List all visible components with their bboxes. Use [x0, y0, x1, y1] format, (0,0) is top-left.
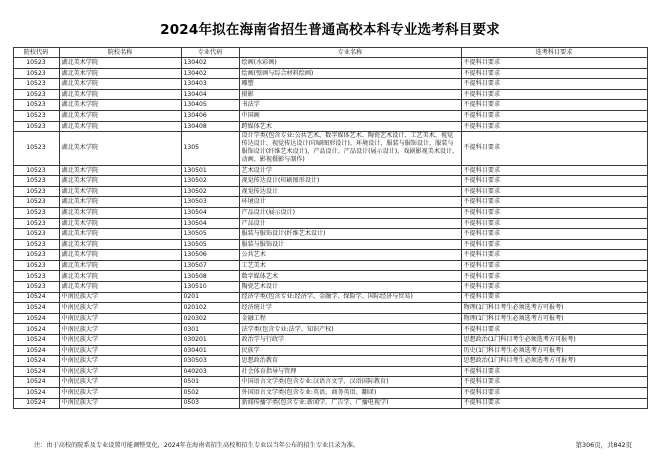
- cell-school-code: 10523: [13, 186, 59, 197]
- cell-school-code: 10523: [13, 282, 59, 293]
- table-row: [13, 132, 647, 165]
- table-row: [13, 218, 647, 229]
- table-row: [13, 292, 647, 303]
- cell-school-name: 湖北美术学院: [59, 207, 181, 218]
- cell-school-code: 10523: [13, 68, 59, 79]
- cell-school-code: 10524: [13, 324, 59, 335]
- table-row: [13, 100, 647, 111]
- cell-requirement: 不提科目要求: [461, 110, 647, 121]
- cell-school-code: 10524: [13, 398, 59, 409]
- table-row: [13, 239, 647, 250]
- cell-school-code: 10523: [13, 89, 59, 100]
- cell-school-code: 10524: [13, 345, 59, 356]
- cell-major-code: 130502: [181, 176, 239, 187]
- cell-school-name: 中南民族大学: [59, 292, 181, 303]
- cell-requirement: 不提科目要求: [461, 388, 647, 399]
- cell-school-code: 10523: [13, 260, 59, 271]
- cell-major-code: 0301: [181, 324, 239, 335]
- cell-school-code: 10523: [13, 239, 59, 250]
- table-row: [13, 388, 647, 399]
- cell-major-code: 0501: [181, 377, 239, 388]
- table-header-row: [13, 48, 647, 58]
- cell-school-code: 10523: [13, 250, 59, 261]
- page-footer: [0, 440, 660, 454]
- cell-school-name: 中南民族大学: [59, 313, 181, 324]
- cell-school-code: 10523: [13, 58, 59, 69]
- cell-requirement: 不提科目要求: [461, 132, 647, 165]
- cell-school-name: 中南民族大学: [59, 356, 181, 367]
- cell-major-name: 思想政治教育: [239, 356, 461, 367]
- column-header-school-name: 院校名称: [59, 48, 181, 58]
- table-body: [13, 58, 647, 409]
- cell-major-code: 130405: [181, 100, 239, 111]
- cell-major-name: 社会体育指导与管理: [239, 366, 461, 377]
- cell-school-name: 湖北美术学院: [59, 229, 181, 240]
- cell-major-name: 服装与服饰设计: [239, 239, 461, 250]
- table-row: [13, 324, 647, 335]
- cell-major-code: 130505: [181, 239, 239, 250]
- cell-school-name: 湖北美术学院: [59, 197, 181, 208]
- cell-school-name: 中南民族大学: [59, 388, 181, 399]
- cell-requirement: 不提科目要求: [461, 271, 647, 282]
- cell-major-code: 130504: [181, 218, 239, 229]
- cell-school-name: 湖北美术学院: [59, 165, 181, 176]
- table-row: [13, 89, 647, 100]
- cell-requirement: 思想政治(1门科目考生必须选考方可报考): [461, 335, 647, 346]
- table-row: [13, 176, 647, 187]
- cell-major-code: 130402: [181, 68, 239, 79]
- cell-requirement: 不提科目要求: [461, 186, 647, 197]
- cell-major-name: 数字媒体艺术: [239, 271, 461, 282]
- cell-major-name: 雕塑: [239, 79, 461, 90]
- cell-major-name: 公共艺术: [239, 250, 461, 261]
- table-row: [13, 121, 647, 132]
- cell-major-code: 130508: [181, 271, 239, 282]
- cell-school-name: 中南民族大学: [59, 345, 181, 356]
- cell-major-code: 030401: [181, 345, 239, 356]
- cell-major-name: 陶瓷艺术设计: [239, 282, 461, 293]
- cell-school-code: 10523: [13, 100, 59, 111]
- cell-major-code: 0503: [181, 398, 239, 409]
- cell-school-name: 中南民族大学: [59, 335, 181, 346]
- footer-page-number: 第306页，共842页: [575, 441, 632, 449]
- cell-major-name: 艺术设计学: [239, 165, 461, 176]
- cell-major-code: 130502: [181, 186, 239, 197]
- cell-major-code: 130504: [181, 207, 239, 218]
- table-row: [13, 197, 647, 208]
- cell-major-code: 020302: [181, 313, 239, 324]
- cell-requirement: 不提科目要求: [461, 58, 647, 69]
- cell-major-name: 设计学类(包含专业:公共艺术、数字媒体艺术、陶瓷艺术设计、工艺美术、视觉传达设计、视觉传达设计(印刷图形设计)、环境设计、服装与服饰设计、服装与服饰设计(纤维艺术设计)、产品设计、产品设计(展示设计)、戏剧影视美术设计、动画、影视摄影与制作): [239, 132, 461, 165]
- cell-school-code: 10523: [13, 207, 59, 218]
- cell-major-code: 030201: [181, 335, 239, 346]
- cell-requirement: 不提科目要求: [461, 79, 647, 90]
- cell-major-code: 030503: [181, 356, 239, 367]
- cell-school-name: 中南民族大学: [59, 398, 181, 409]
- cell-major-name: 工艺美术: [239, 260, 461, 271]
- cell-school-code: 10524: [13, 377, 59, 388]
- cell-school-code: 10523: [13, 110, 59, 121]
- cell-requirement: 不提科目要求: [461, 239, 647, 250]
- cell-school-name: 湖北美术学院: [59, 100, 181, 111]
- table-row: [13, 58, 647, 69]
- table-row: [13, 79, 647, 90]
- footer-note: 注：由于高校的院系及专业设置可能调整变化，2024年在海南省招生高校和招生专业以当年公布的招生专业目录为准。: [34, 442, 360, 449]
- cell-major-code: 130408: [181, 121, 239, 132]
- cell-requirement: 不提科目要求: [461, 176, 647, 187]
- cell-requirement: 不提科目要求: [461, 218, 647, 229]
- cell-requirement: 不提科目要求: [461, 324, 647, 335]
- cell-school-code: 10523: [13, 121, 59, 132]
- cell-major-code: 130507: [181, 260, 239, 271]
- cell-school-name: 湖北美术学院: [59, 89, 181, 100]
- cell-school-name: 湖北美术学院: [59, 68, 181, 79]
- cell-school-code: 10524: [13, 388, 59, 399]
- cell-school-code: 10524: [13, 303, 59, 314]
- cell-requirement: 不提科目要求: [461, 398, 647, 409]
- cell-major-code: 130402: [181, 58, 239, 69]
- page-title: 2024年拟在海南省招生普通高校本科专业选考科目要求: [160, 22, 500, 38]
- cell-major-code: 130406: [181, 110, 239, 121]
- cell-major-name: 新闻传播学类(包含专业:新闻学、广告学、广播电视学): [239, 398, 461, 409]
- table-row: [13, 282, 647, 293]
- cell-requirement: 不提科目要求: [461, 165, 647, 176]
- cell-school-name: 湖北美术学院: [59, 186, 181, 197]
- table-row: [13, 260, 647, 271]
- table-row: [13, 110, 647, 121]
- table-row: [13, 398, 647, 409]
- cell-major-name: 民族学: [239, 345, 461, 356]
- cell-major-name: 视觉传达设计(印刷图形设计): [239, 176, 461, 187]
- cell-requirement: 不提科目要求: [461, 207, 647, 218]
- column-header-major-code: 专业代码: [181, 48, 239, 58]
- table-row: [13, 68, 647, 79]
- cell-major-code: 020102: [181, 303, 239, 314]
- table-row: [13, 356, 647, 367]
- table-row: [13, 313, 647, 324]
- cell-major-code: 130404: [181, 89, 239, 100]
- cell-school-code: 10523: [13, 197, 59, 208]
- cell-major-code: 040203: [181, 366, 239, 377]
- cell-major-code: 0201: [181, 292, 239, 303]
- cell-requirement: 不提科目要求: [461, 292, 647, 303]
- table-row: [13, 335, 647, 346]
- table-header: [13, 48, 647, 58]
- cell-school-code: 10523: [13, 271, 59, 282]
- column-header-requirement: 选考科目要求: [461, 48, 647, 58]
- cell-major-name: 产品设计(展示设计): [239, 207, 461, 218]
- cell-school-name: 湖北美术学院: [59, 271, 181, 282]
- cell-school-code: 10523: [13, 176, 59, 187]
- cell-school-name: 湖北美术学院: [59, 282, 181, 293]
- cell-major-code: 1305: [181, 132, 239, 165]
- cell-major-name: 政治学与行政学: [239, 335, 461, 346]
- cell-school-name: 湖北美术学院: [59, 132, 181, 165]
- cell-major-name: 摄影: [239, 89, 461, 100]
- table-row: [13, 250, 647, 261]
- cell-school-code: 10523: [13, 79, 59, 90]
- cell-school-name: 中南民族大学: [59, 303, 181, 314]
- cell-school-name: 湖北美术学院: [59, 239, 181, 250]
- cell-school-name: 湖北美术学院: [59, 79, 181, 90]
- cell-major-name: 法学类(包含专业:法学、知识产权): [239, 324, 461, 335]
- table-row: [13, 303, 647, 314]
- cell-requirement: 不提科目要求: [461, 121, 647, 132]
- cell-requirement: 思想政治(1门科目考生必须选考方可报考): [461, 356, 647, 367]
- cell-school-code: 10524: [13, 292, 59, 303]
- cell-major-code: 130505: [181, 229, 239, 240]
- major-requirements-table: [13, 47, 648, 409]
- table-row: [13, 186, 647, 197]
- cell-major-name: 中国语言文学类(包含专业:汉语言文学、汉语国际教育): [239, 377, 461, 388]
- cell-requirement: 不提科目要求: [461, 100, 647, 111]
- cell-major-name: 书法学: [239, 100, 461, 111]
- cell-requirement: 不提科目要求: [461, 366, 647, 377]
- cell-requirement: 不提科目要求: [461, 260, 647, 271]
- cell-requirement: 不提科目要求: [461, 89, 647, 100]
- cell-requirement: 物理(1门科目考生必须选考方可报考): [461, 313, 647, 324]
- cell-major-code: 130403: [181, 79, 239, 90]
- cell-major-name: 服装与服饰设计(纤维艺术设计): [239, 229, 461, 240]
- cell-school-name: 湖北美术学院: [59, 176, 181, 187]
- column-header-major-name: 专业名称: [239, 48, 461, 58]
- cell-major-name: 金融工程: [239, 313, 461, 324]
- cell-school-name: 湖北美术学院: [59, 260, 181, 271]
- cell-major-name: 经济学类(包含专业:经济学、金融学、保险学、国际经济与贸易): [239, 292, 461, 303]
- cell-major-code: 130510: [181, 282, 239, 293]
- cell-requirement: 不提科目要求: [461, 197, 647, 208]
- cell-requirement: 不提科目要求: [461, 229, 647, 240]
- cell-school-code: 10523: [13, 165, 59, 176]
- cell-major-name: 产品设计: [239, 218, 461, 229]
- cell-school-code: 10524: [13, 335, 59, 346]
- cell-requirement: 历史(1门科目考生必须选考方可报考): [461, 345, 647, 356]
- cell-major-code: 130506: [181, 250, 239, 261]
- cell-major-name: 视觉传达设计: [239, 186, 461, 197]
- cell-school-name: 湖北美术学院: [59, 110, 181, 121]
- table-row: [13, 345, 647, 356]
- cell-school-code: 10523: [13, 132, 59, 165]
- cell-major-code: 130503: [181, 197, 239, 208]
- cell-school-code: 10523: [13, 229, 59, 240]
- cell-requirement: 不提科目要求: [461, 377, 647, 388]
- cell-requirement: 不提科目要求: [461, 68, 647, 79]
- cell-major-code: 0502: [181, 388, 239, 399]
- cell-major-name: 环境设计: [239, 197, 461, 208]
- cell-school-code: 10524: [13, 356, 59, 367]
- cell-major-name: 外国语言文学类(包含专业:英语、商务英语、翻译): [239, 388, 461, 399]
- table-row: [13, 207, 647, 218]
- table-row: [13, 271, 647, 282]
- cell-school-code: 10524: [13, 313, 59, 324]
- table-row: [13, 229, 647, 240]
- table-row: [13, 377, 647, 388]
- cell-school-name: 湖北美术学院: [59, 58, 181, 69]
- cell-major-code: 130501: [181, 165, 239, 176]
- cell-requirement: 物理(1门科目考生必须选考方可报考): [461, 303, 647, 314]
- cell-school-code: 10524: [13, 366, 59, 377]
- cell-major-name: 中国画: [239, 110, 461, 121]
- cell-school-name: 湖北美术学院: [59, 121, 181, 132]
- cell-requirement: 不提科目要求: [461, 250, 647, 261]
- cell-major-name: 跨媒体艺术: [239, 121, 461, 132]
- cell-school-name: 中南民族大学: [59, 324, 181, 335]
- column-header-school-code: 院校代码: [13, 48, 59, 58]
- cell-major-name: 绘画(壁画与综合材料绘画): [239, 68, 461, 79]
- cell-requirement: 不提科目要求: [461, 282, 647, 293]
- cell-school-name: 中南民族大学: [59, 377, 181, 388]
- cell-school-name: 湖北美术学院: [59, 218, 181, 229]
- cell-school-name: 中南民族大学: [59, 366, 181, 377]
- cell-school-code: 10523: [13, 218, 59, 229]
- cell-major-name: 绘画(水彩画): [239, 58, 461, 69]
- cell-school-name: 湖北美术学院: [59, 250, 181, 261]
- table-row: [13, 366, 647, 377]
- cell-major-name: 经济统计学: [239, 303, 461, 314]
- table-row: [13, 165, 647, 176]
